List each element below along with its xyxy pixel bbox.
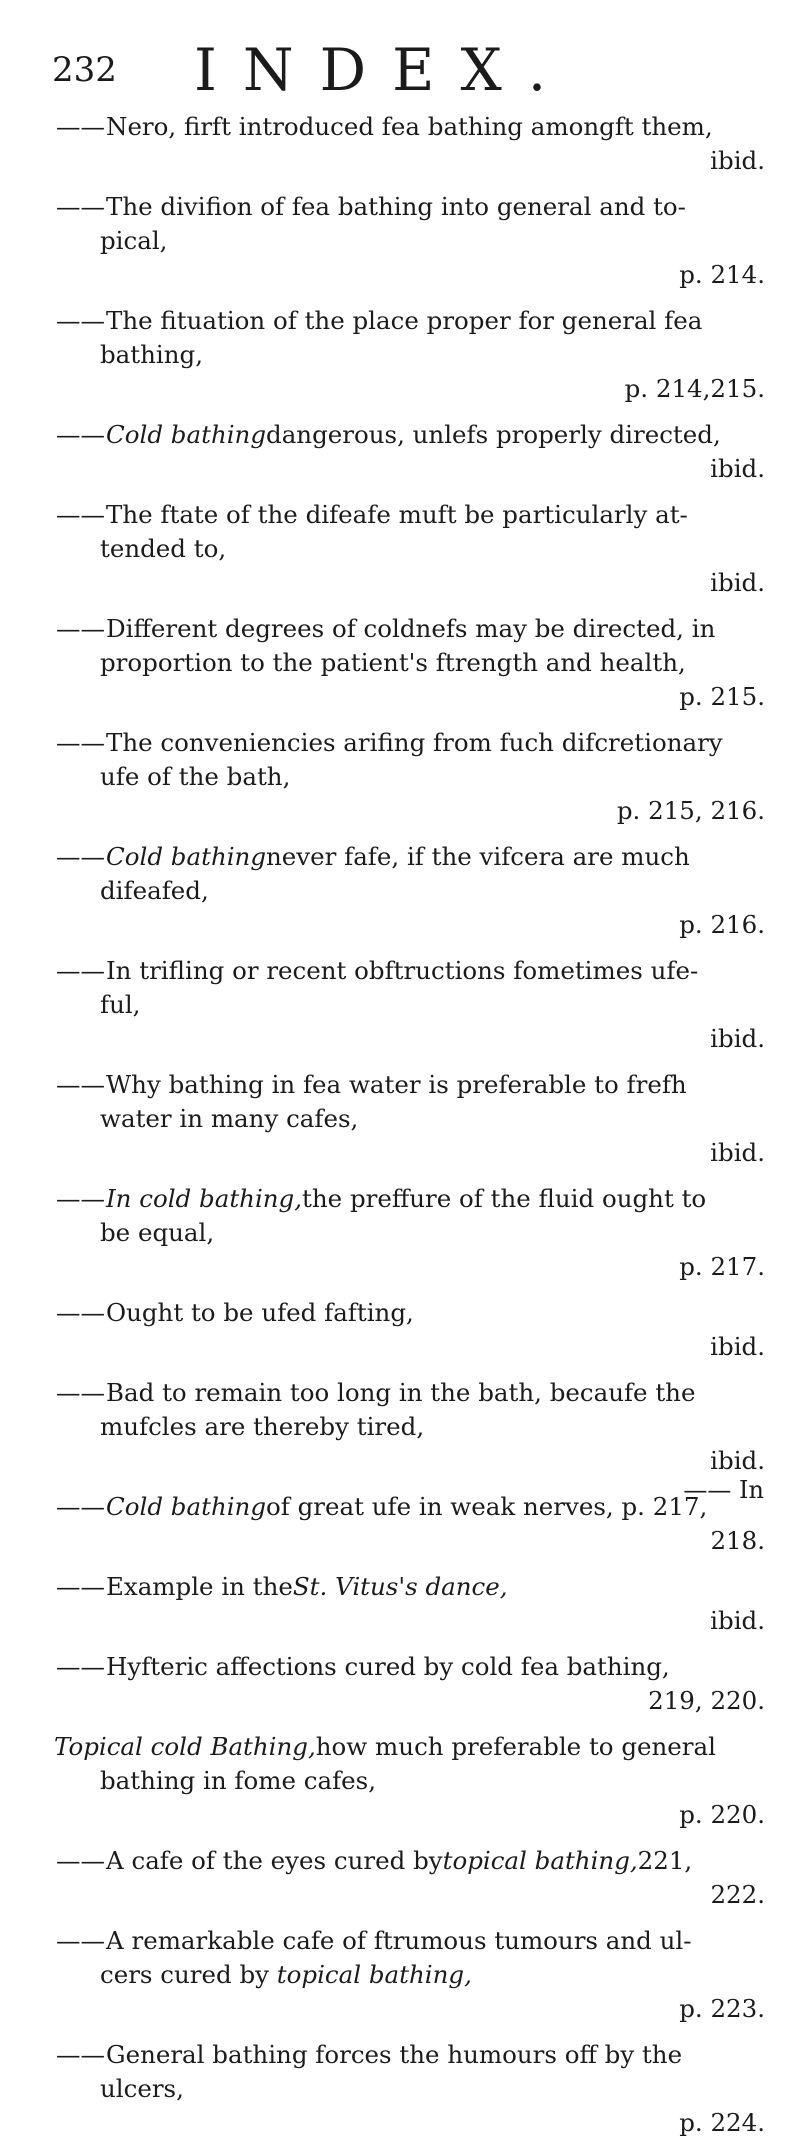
page-reference: 222. [710,1880,765,1909]
index-entry [56,1650,765,1718]
entry-dash: —— [56,1572,105,1601]
page-reference: p. 216. [679,910,765,939]
entry-continuation [100,1958,765,1992]
entry-italic-text: In cold bathing, [106,1184,303,1213]
entry-text: The fituation of the place proper for general fea [106,306,703,335]
entry-text: Bad to remain too long in the bath, becaufe the [106,1378,696,1407]
page-reference: p. 224. [679,2108,765,2137]
index-entry [56,612,765,714]
entry-text: A remarkable cafe of ftrumous tumours and ul- [106,1926,692,1955]
entry-continuation: bathing, [100,340,204,369]
index-entry [56,1924,765,2026]
index-entry [56,304,765,406]
index-entry [56,1844,765,1912]
index-entry [56,498,765,600]
index-entry [56,726,765,828]
entry-continuation: ful, [100,990,141,1019]
entry-continuation: pical, [100,226,168,255]
page-reference: ibid. [710,568,765,597]
entry-dash: —— [56,1184,105,1213]
entry-dash: —— [56,614,105,643]
entry-text: the preffure of the fluid ought to [302,1184,707,1213]
entry-dash: —— [56,1926,105,1955]
entry-dash: —— [56,112,105,141]
page-reference: p. 214. [679,260,765,289]
index-entry [56,1296,765,1364]
entry-text: Different degrees of coldnefs may be directed, in [106,614,716,643]
index-entry [56,954,765,1056]
entry-text: Nero, firft introduced fea bathing amongft them, [106,112,713,141]
entry-dash: —— [56,306,105,335]
catchword: —— In [683,1476,764,1504]
page-reference: ibid. [710,1606,765,1635]
page-reference: ibid. [710,454,765,483]
page-reference: 218. [710,1526,765,1555]
index-entry [56,2038,765,2140]
entry-dash: —— [56,2040,105,2069]
index-entry [56,1570,765,1638]
entry-italic-text: topical bathing, [442,1846,638,1875]
entry-text: Ought to be ufed fafting, [106,1298,414,1327]
entry-text: Why bathing in fea water is preferable to frefh [106,1070,687,1099]
entry-italic-text: Topical cold Bathing, [54,1732,316,1761]
index-entry [56,190,765,292]
page-reference: ibid. [710,1446,765,1475]
entry-dash: —— [56,956,105,985]
entry-text: The ftate of the difeafe muft be particularly at- [106,500,688,529]
page-reference: p. 217. [679,1252,765,1281]
page-reference: 219, 220. [648,1686,765,1715]
entry-continuation: tended to, [100,534,227,563]
entry-dash: —— [56,842,105,871]
index-entry [56,1490,765,1558]
entry-italic-text: Cold bathing [106,842,267,871]
entry-text: of great ufe in weak nerves, p. 217, [266,1492,708,1521]
page-reference: p. 223. [679,1994,765,2023]
index-entries [54,110,765,2152]
page-reference: p. 215, 216. [616,796,765,825]
entry-continuation: ufe of the bath, [100,762,291,791]
page-reference: p. 215. [679,682,765,711]
running-head: INDEX. [194,36,573,104]
entry-dash: —— [56,192,105,221]
entry-text: General bathing forces the humours off by the [106,2040,683,2069]
entry-continuation: proportion to the patient's ftrength and health, [100,648,686,677]
entry-text: dangerous, unlefs properly directed, [266,420,721,449]
entry-text: The conveniencies arifing from fuch difcretionary [106,728,723,757]
entry-continuation: water in many cafes, [100,1104,359,1133]
entry-continuation: difeafed, [100,876,209,905]
entry-continuation: ulcers, [100,2074,184,2103]
page-reference: ibid. [710,1332,765,1361]
page-number: 232 [52,50,117,90]
page-reference: ibid. [710,146,765,175]
entry-dash: —— [56,1378,105,1407]
entry-italic-text: Cold bathing [106,1492,267,1521]
entry-italic-text: St. Vitus's dance, [292,1572,508,1601]
entry-text: Hyfteric affections cured by cold fea bathing, [106,1652,670,1681]
entry-continuation: mufcles are thereby tired, [100,1412,425,1441]
entry-text: In trifling or recent obftructions fometimes ufe- [106,956,699,985]
entry-dash: —— [56,1492,105,1521]
entry-dash: —— [56,1652,105,1681]
entry-text: how much preferable to general [315,1732,716,1761]
page-reference: p. 214,215. [624,374,765,403]
entry-text: cers cured by [100,1960,277,1989]
page-reference: ibid. [710,1024,765,1053]
page-header [52,36,752,104]
page-reference: ibid. [710,1138,765,1167]
index-entry [56,1068,765,1170]
index-entry [56,840,765,942]
entry-text: never fafe, if the vifcera are much [266,842,690,871]
entry-text: A cafe of the eyes cured by [106,1846,443,1875]
entry-continuation: bathing in fome cafes, [100,1766,376,1795]
entry-dash: —— [56,1070,105,1099]
page-reference: p. 220. [679,1800,765,1829]
index-entry [54,1730,765,1832]
entry-continuation: be equal, [100,1218,215,1247]
index-entry [56,1182,765,1284]
entry-dash: —— [56,500,105,529]
entry-italic-text: topical bathing, [276,1960,472,1989]
entry-dash: —— [56,728,105,757]
index-entry [56,418,765,486]
entry-text: 221, [637,1846,693,1875]
entry-italic-text: Cold bathing [106,420,267,449]
entry-dash: —— [56,1846,105,1875]
entry-dash: —— [56,420,105,449]
entry-text: Example in the [106,1572,293,1601]
index-entry [56,110,765,178]
index-entry [56,1376,765,1478]
entry-dash: —— [56,1298,105,1327]
entry-text: The divifion of fea bathing into general and to- [106,192,686,221]
